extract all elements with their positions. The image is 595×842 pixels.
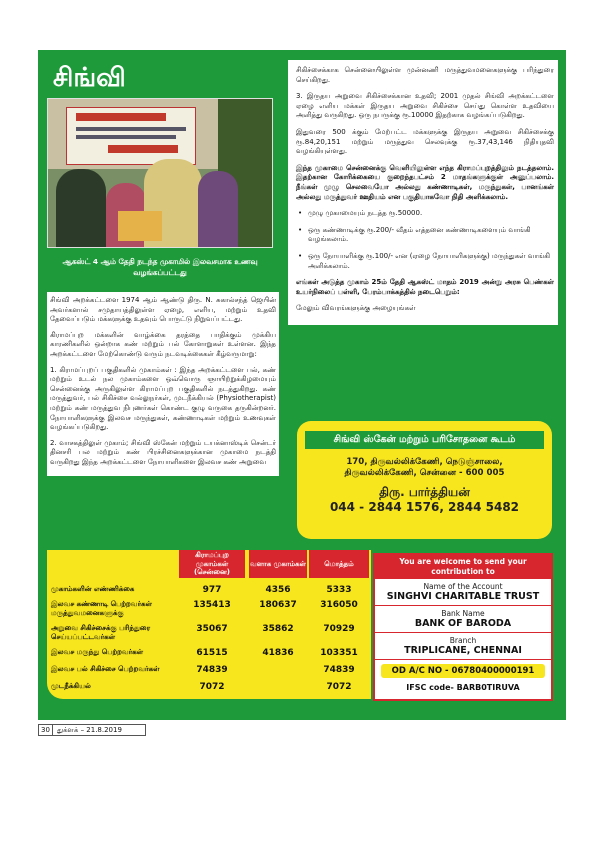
left-column [47,60,283,476]
page-folio [38,724,146,736]
stats-table [47,550,371,699]
page-title: சிங்வி [47,60,283,96]
cell-rural: 7072 [199,682,225,692]
article-paragraph: 3. இருதய அறுவை சிகிச்சைக்கான உதவி; 2001 முதல் சிங்வி அறக்கட்டளை ஏழை எளிய மக்கள் இருதய அறுவை சிகிச்சை செய்து கொள்ள உதவியை அளித்து வருகிறது. ஒரு நபருக்கு ரூ.10000 இதற்காக வழங்கப்படுகிறது. [296,92,554,120]
scan-center-phone: 044 - 2844 1576, 2844 5482 [329,500,520,514]
cell-rural: 135413 [193,600,231,610]
row-label: முகாம்களின் எண்ணிக்கை [51,585,135,593]
article-paragraph: சிங்வி அறக்கட்டளை 1974 ஆம் ஆண்டு திரு. N. சுகால்சந்த் ஜெயின் அவர்களால் சமுதாயத்திலுள்ள ஏழை, எளிய, மற்றும் உதவி தேவைப்படும் மக்களுக்கு உதவும் பொருட்டு நிறுவப்பட்டது. [50,296,276,324]
branch-value: TRIPLICANE, CHENNAI [375,645,551,660]
magazine-issue: துக்ளக் – 21.8.2019 [57,726,122,734]
photo-person [56,169,106,248]
cell-total: 70929 [323,624,355,634]
photo-banner-text [76,113,166,121]
cell-campus: 41836 [262,648,294,658]
cell-campus: 180637 [259,600,297,610]
bank-name-label: Bank Name [441,609,485,618]
table-header: கிராமப்புற முகாம்கள் (சென்னை) [179,550,245,578]
scan-center-contact: திரு. பார்த்தியன் [379,485,470,499]
branch-label: Branch [449,636,477,645]
contact-note: மேலும் விவரங்களுக்கு அழையுங்கள் [296,304,416,313]
cell-rural: 74839 [196,665,228,675]
list-item: • ஒரு நோயாளிக்கு ரூ.100/- என (ஏழை நோயாளிகளுக்கு) மருந்துகள் வாங்கி அளிக்கலாம். [296,252,554,271]
photo-banner-line [76,135,176,139]
camp-photo [47,98,273,248]
cell-campus: 4356 [265,585,291,595]
cell-total: 74839 [323,665,355,675]
account-name-label: Name of the Account [423,582,503,591]
cell-total: 5333 [326,585,352,595]
cell-total: 7072 [326,682,352,692]
cell-total: 316050 [320,600,358,610]
photo-person [198,171,238,248]
account-number: OD A/C NO - 06780400000191 [381,664,545,678]
next-camp-notice: எங்கள் அடுத்த முகாம் 25ம் தேதி ஆகஸ்ட் மாதம் 2019 அன்று அரசு பெண்கள் உயர்நிலைப் பள்ளி, பேரம்பாக்கத்தில் நடைபெறும்: [296,278,554,296]
photo-food-box [118,211,162,241]
photo-caption: ஆகஸ்ட் 4 ஆம் தேதி நடந்த முகாமில் இலவசமாக உணவு வழங்கப்பட்டது [47,252,273,282]
article-paragraph: 2. வாசகத்திலுள் முகாம்; சிங்வி ஸ்கேன் மற்றும் டயக்னாஸ்டிக் சென்டர் தினசரி பல மற்றும் கண் பிரச்சினைகளுக்கான முகாமை நடத்தி வருகிறது இந்த அறக்கட்டளை நோயாளிகளை இலவச கண் அறுவை [50,438,276,466]
scan-center-box [297,421,552,539]
article-paragraph: சிகிச்சைக்காக சென்னையிலுள்ள முன்னணி மருத்துவமனைகளுக்கு பரிந்துரை செய்கிறது. [296,66,554,84]
table-header: மொத்தம் [309,550,369,578]
cell-total: 103351 [320,648,358,658]
photo-banner-line [76,127,186,131]
photo-banner-sub [108,145,178,153]
cell-campus: 35862 [262,624,294,634]
article-paragraph: 1. கிராமப்புறப் பகுதிகளில் முகாம்கள் : இந்த அறக்கட்டளை பல், கண் மற்றும் உடல் நல முகாம்களை ஒவ்வொரு ஞாயிற்றுக்கிழமையும் சென்னைக்கு அருகிலுள்ள கிராமப்புற பகுதிகளில் நடத்துகிறது. கண் மருத்துவர், பல் சிகிச்சை வல்லுநர்கள், முடநீக்கியல் (Physiotherapist) மற்றும் கண் மருத்துவ நிபுணர்கள் கொண்ட குழு வருகை தருகின்றனர். நோயாளிகளுக்கு இலவச மருந்துகள், கண்ணாடிகள் மற்றும் உணவுகள் வழங்கப்படுகிறது. [50,365,276,432]
scan-center-title: சிங்வி ஸ்கேன் மற்றும் பரிசோதனை கூடம் [305,431,544,449]
right-column [288,60,558,325]
ifsc-code: IFSC code- BARB0TIRUVA [406,683,520,692]
left-article-body [47,292,279,476]
article-paragraph: இந்த முகாமை சென்னைக்கு வெளியிலுள்ள எந்த கிராமப்புறத்திலும் நடத்தலாம். இதற்கான கோரிக்கையை குறைந்தபட்சம் 2 மாதங்களுக்குள் அனுப்பலாம். நீங்கள் முழு செலவையோ அல்லது கண்ணாடிகள், மருந்துகள், பானங்கள் அல்லது மருத்துவர் ஊதியம் என பகுதியாகவோ நிதி அளிக்கலாம். [296,163,554,201]
row-label: அறுவை சிகிச்சைக்கு பரிந்துரை செய்யப்பட்டவர்கள் [51,624,151,641]
article-paragraph: கிராமப்புற மக்களின் வாழ்க்கை தரத்தை பாதிக்கும் முக்கிய காரணிகளில் ஒன்றாக கண் மற்றும் பல் கோளாறுகள் உள்ளன. இந்த அறக்கட்டளை மேற்கொண்டு வரும் நடவடிக்கைகள் கீழ்வருமாறு: [50,330,276,358]
row-label: இலவச பல் சிகிச்சை பெற்றவர்கள் [51,665,160,673]
bank-details-box [373,553,553,701]
row-label: இலவச மருந்து பெற்றவர்கள் [51,648,144,656]
account-name-value: SINGHVI CHARITABLE TRUST [375,591,551,606]
cell-rural: 977 [202,585,222,595]
row-label: முடநீக்கியல் [51,682,91,690]
bank-name-value: BANK OF BARODA [375,618,551,633]
right-article-body [288,60,558,325]
cell-rural: 35067 [196,624,228,634]
table-header: வளாக முகாம்கள் [249,550,307,578]
article-paragraph: இதுவரை 500 க்கும் மேற்பட்ட மக்களுக்கு இருதய அறுவை சிகிச்சைக்கு ரூ.84,20,151 மற்றும் மருத்துவ செலவுக்கு ரூ.37,43,146 நிதியுதவி வழங்கியுள்ளது. [296,127,554,156]
scan-center-address: திருவல்லிக்கேணி, சென்னை - 600 005 [344,468,505,478]
list-item: • முழு முகாமையும் நடத்த ரூ.50000. [296,209,554,219]
row-label: இலவச கண்ணாடி பெற்றவர்கள் மருத்துவமனைகளுக்கு [51,600,152,617]
scan-center-address: 170, திருவல்லிக்கேணி, நெடுஞ்சாலை, [346,457,503,467]
bank-heading: You are welcome to send your contribution to [375,555,551,579]
list-item: • ஒரு கண்ணாடிக்கு ரூ.200/- வீதம் எத்தனை கண்ணாடிகளையும் வாங்கி வழங்கலாம். [296,226,554,245]
page-number: 30 [39,725,53,735]
sponsor-options-list [296,209,554,271]
cell-rural: 61515 [196,648,228,658]
